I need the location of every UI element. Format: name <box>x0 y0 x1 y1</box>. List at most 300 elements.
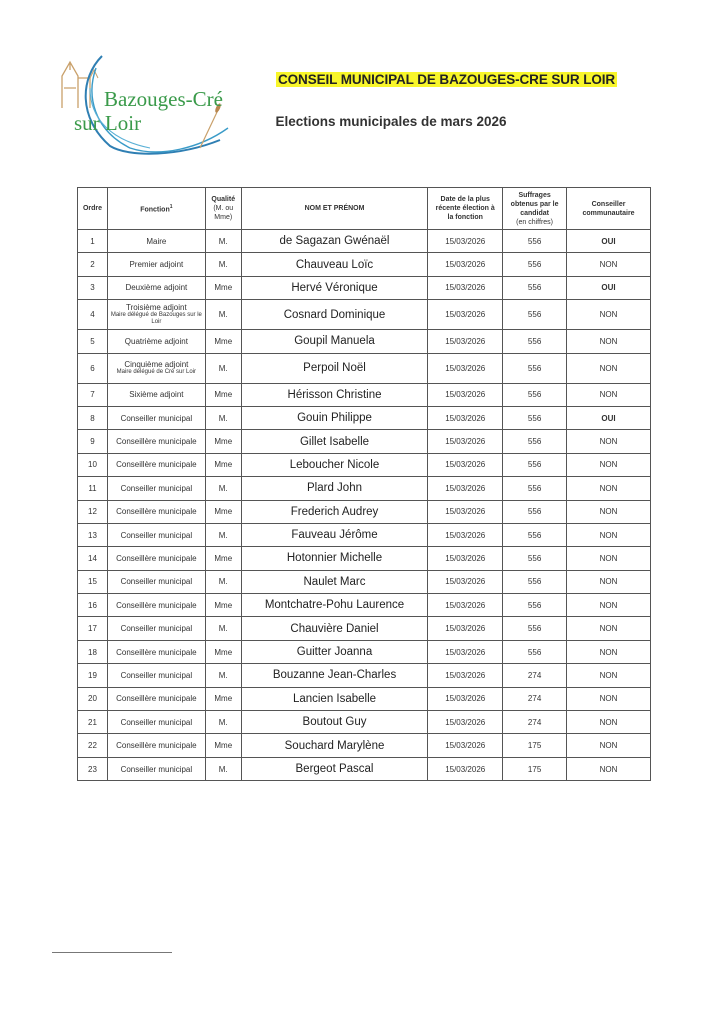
cell-ordre-text: 14 <box>88 553 97 563</box>
cell-suffrages <box>503 547 567 570</box>
col-header-conseiller <box>567 188 651 230</box>
cell-date <box>428 300 503 330</box>
cell-communautaire <box>567 594 651 617</box>
cell-fonction <box>107 300 205 330</box>
cell-fonction-text: Conseillère municipale <box>116 741 197 751</box>
cell-qualite-text: M. <box>218 530 228 540</box>
cell-fonction <box>107 523 205 546</box>
cell-fonction <box>107 711 205 734</box>
cell-fonction <box>107 500 205 523</box>
cell-fonction-text: Conseiller municipal <box>120 717 193 727</box>
cell-qualite-text: M. <box>218 717 228 727</box>
cell-nom-text: Fauveau Jérôme <box>291 529 378 542</box>
cell-communautaire <box>567 711 651 734</box>
col-header-date-line2: récente élection à <box>435 205 495 212</box>
cell-nom <box>241 276 428 299</box>
table-row <box>78 453 651 476</box>
cell-communautaire-text: NON <box>599 390 618 400</box>
cell-nom <box>241 330 428 353</box>
table-row <box>78 617 651 640</box>
cell-ordre-text: 12 <box>88 507 97 517</box>
table-row <box>78 330 651 353</box>
cell-date <box>428 640 503 663</box>
cell-nom <box>241 734 428 757</box>
cell-suffrages <box>503 523 567 546</box>
table-row <box>78 230 651 253</box>
cell-nom-text: Guitter Joanna <box>296 646 373 659</box>
cell-nom <box>241 711 428 734</box>
cell-communautaire-text: NON <box>599 694 618 704</box>
cell-communautaire-text: NON <box>599 741 618 751</box>
cell-qualite-text: M. <box>218 363 228 373</box>
cell-nom-text: de Sagazan Gwénaël <box>279 235 390 248</box>
cell-date-text: 15/03/2026 <box>445 363 486 373</box>
cell-fonction <box>107 757 205 780</box>
cell-date-text: 15/03/2026 <box>445 577 486 587</box>
table-row <box>78 430 651 453</box>
cell-communautaire <box>567 276 651 299</box>
col-header-suffrages-line1: Suffrages <box>518 191 551 199</box>
cell-communautaire-text: NON <box>599 717 618 727</box>
cell-communautaire-text: NON <box>599 647 618 657</box>
cell-communautaire <box>567 300 651 330</box>
cell-suffrages <box>503 640 567 663</box>
cell-fonction <box>107 664 205 687</box>
cell-suffrages-text: 556 <box>527 483 542 493</box>
col-header-suffrages <box>503 188 567 230</box>
cell-ordre <box>78 640 108 663</box>
cell-nom-text: Perpoil Noël <box>303 362 366 375</box>
cell-ordre-text: 20 <box>88 694 97 704</box>
cell-qualite <box>205 617 241 640</box>
town-logo-icon <box>50 48 250 158</box>
cell-date-text: 15/03/2026 <box>445 283 486 293</box>
cell-date-text: 15/03/2026 <box>445 741 486 751</box>
table-row <box>78 664 651 687</box>
table-row <box>78 570 651 593</box>
cell-communautaire-text: OUI <box>601 413 616 423</box>
cell-suffrages <box>503 594 567 617</box>
cell-nom <box>241 640 428 663</box>
cell-date <box>428 430 503 453</box>
cell-date <box>428 330 503 353</box>
cell-suffrages <box>503 757 567 780</box>
cell-suffrages-text: 556 <box>527 460 542 470</box>
cell-date-text: 15/03/2026 <box>445 236 486 246</box>
cell-qualite <box>205 453 241 476</box>
col-header-nom <box>241 188 428 230</box>
cell-suffrages-text: 175 <box>527 741 542 751</box>
cell-qualite <box>205 711 241 734</box>
cell-ordre-text: 16 <box>88 600 97 610</box>
cell-ordre-text: 15 <box>88 577 97 587</box>
footnote-separator <box>52 952 172 953</box>
cell-suffrages <box>503 570 567 593</box>
cell-qualite-text: Mme <box>214 741 233 751</box>
cell-qualite <box>205 253 241 276</box>
cell-ordre <box>78 547 108 570</box>
cell-communautaire-text: NON <box>599 460 618 470</box>
cell-communautaire-text: NON <box>599 577 618 587</box>
cell-qualite <box>205 734 241 757</box>
cell-date <box>428 383 503 406</box>
cell-nom-text: Gouin Philippe <box>297 412 372 425</box>
cell-date <box>428 453 503 476</box>
cell-communautaire-text: OUI <box>601 283 616 293</box>
col-header-date-line3: la fonction <box>447 214 483 221</box>
cell-communautaire-text: NON <box>599 507 618 517</box>
cell-qualite-text: M. <box>218 624 228 634</box>
cell-qualite-text: M. <box>218 413 228 423</box>
cell-date-text: 15/03/2026 <box>445 390 486 400</box>
cell-communautaire-text: OUI <box>601 236 616 246</box>
cell-fonction-text: Conseillère municipale <box>116 600 197 610</box>
cell-suffrages-text: 274 <box>527 694 542 704</box>
cell-communautaire <box>567 383 651 406</box>
cell-suffrages-text: 556 <box>527 363 542 373</box>
cell-qualite <box>205 300 241 330</box>
cell-suffrages <box>503 734 567 757</box>
cell-ordre <box>78 453 108 476</box>
table-row <box>78 353 651 383</box>
cell-qualite <box>205 276 241 299</box>
table-row <box>78 253 651 276</box>
cell-communautaire <box>567 523 651 546</box>
cell-nom <box>241 523 428 546</box>
cell-date <box>428 230 503 253</box>
table-header-row <box>78 188 651 230</box>
cell-date <box>428 757 503 780</box>
cell-communautaire <box>567 453 651 476</box>
cell-suffrages <box>503 687 567 710</box>
cell-ordre <box>78 330 108 353</box>
cell-suffrages <box>503 330 567 353</box>
cell-suffrages-text: 556 <box>527 310 542 320</box>
cell-communautaire <box>567 406 651 429</box>
cell-suffrages <box>503 617 567 640</box>
col-header-qualite <box>205 188 241 230</box>
cell-ordre-text: 10 <box>88 460 97 470</box>
cell-fonction <box>107 453 205 476</box>
cell-qualite <box>205 570 241 593</box>
table-row <box>78 383 651 406</box>
cell-suffrages-text: 556 <box>527 507 542 517</box>
cell-qualite-text: M. <box>218 260 228 270</box>
cell-suffrages-text: 556 <box>527 577 542 587</box>
cell-date <box>428 406 503 429</box>
cell-qualite-text: M. <box>218 236 228 246</box>
cell-communautaire <box>567 734 651 757</box>
cell-suffrages <box>503 500 567 523</box>
cell-communautaire <box>567 640 651 663</box>
cell-suffrages-text: 556 <box>527 600 542 610</box>
cell-nom-text: Bergeot Pascal <box>295 763 374 775</box>
cell-qualite <box>205 230 241 253</box>
cell-suffrages-text: 556 <box>527 647 542 657</box>
cell-date-text: 15/03/2026 <box>445 530 486 540</box>
cell-fonction-text: Sixième adjoint <box>129 390 184 400</box>
cell-fonction <box>107 734 205 757</box>
table-row <box>78 640 651 663</box>
cell-date <box>428 711 503 734</box>
cell-date-text: 15/03/2026 <box>445 483 486 493</box>
cell-communautaire-text: NON <box>599 483 618 493</box>
cell-qualite <box>205 500 241 523</box>
cell-fonction <box>107 570 205 593</box>
cell-nom-text: Cosnard Dominique <box>283 308 386 321</box>
table-row <box>78 406 651 429</box>
table-row <box>78 500 651 523</box>
cell-ordre <box>78 617 108 640</box>
cell-fonction-text: Conseillère municipale <box>116 647 197 657</box>
cell-communautaire <box>567 430 651 453</box>
cell-ordre-text: 11 <box>88 483 97 493</box>
cell-qualite-text: Mme <box>214 460 233 470</box>
table-row <box>78 711 651 734</box>
cell-suffrages <box>503 276 567 299</box>
cell-qualite <box>205 687 241 710</box>
town-logo <box>50 48 250 158</box>
cell-communautaire <box>567 547 651 570</box>
cell-qualite <box>205 477 241 500</box>
cell-fonction-text: Conseillère municipale <box>116 553 197 563</box>
cell-suffrages-text: 556 <box>527 260 542 270</box>
cell-ordre <box>78 276 108 299</box>
cell-nom <box>241 594 428 617</box>
cell-fonction-text: Conseiller municipal <box>120 624 193 634</box>
cell-nom <box>241 757 428 780</box>
col-header-date <box>428 188 503 230</box>
col-header-suffrages-line2: obtenus par le <box>510 200 559 208</box>
cell-ordre-text: 3 <box>90 283 95 293</box>
cell-qualite <box>205 664 241 687</box>
cell-nom <box>241 547 428 570</box>
table-row <box>78 300 651 330</box>
col-header-qualite-line2: (M. ou <box>213 205 234 212</box>
cell-date-text: 15/03/2026 <box>445 507 486 517</box>
cell-date <box>428 500 503 523</box>
table-row <box>78 477 651 500</box>
cell-qualite-text: Mme <box>214 647 233 657</box>
cell-suffrages-text: 274 <box>527 717 542 727</box>
cell-suffrages <box>503 453 567 476</box>
cell-communautaire <box>567 757 651 780</box>
cell-fonction-text: Conseiller municipal <box>120 670 193 680</box>
cell-nom-text: Hotonnier Michelle <box>286 552 383 565</box>
cell-qualite-text: M. <box>218 764 228 774</box>
cell-ordre-text: 18 <box>88 647 97 657</box>
cell-suffrages-text: 556 <box>527 624 542 634</box>
cell-qualite-text: Mme <box>214 437 233 447</box>
cell-ordre-text: 4 <box>90 310 95 320</box>
cell-suffrages <box>503 383 567 406</box>
cell-date <box>428 617 503 640</box>
cell-qualite-text: Mme <box>214 507 233 517</box>
cell-communautaire-text: NON <box>599 764 618 774</box>
cell-ordre <box>78 594 108 617</box>
cell-nom-text: Frederich Audrey <box>290 505 379 518</box>
cell-fonction <box>107 230 205 253</box>
cell-fonction-text: Conseiller municipal <box>120 577 193 587</box>
cell-ordre <box>78 253 108 276</box>
cell-ordre <box>78 500 108 523</box>
cell-nom-text: Leboucher Nicole <box>289 458 380 471</box>
cell-ordre <box>78 383 108 406</box>
col-header-conseiller-line1: Conseiller <box>591 200 626 208</box>
cell-date <box>428 547 503 570</box>
cell-nom-text: Plard John <box>307 482 362 495</box>
cell-suffrages <box>503 253 567 276</box>
cell-qualite <box>205 757 241 780</box>
cell-ordre <box>78 664 108 687</box>
cell-communautaire-text: NON <box>599 530 618 540</box>
cell-qualite <box>205 330 241 353</box>
cell-date <box>428 664 503 687</box>
cell-fonction <box>107 477 205 500</box>
cell-suffrages-text: 556 <box>527 390 542 400</box>
table-row <box>78 276 651 299</box>
cell-suffrages <box>503 353 567 383</box>
cell-communautaire <box>567 664 651 687</box>
cell-communautaire <box>567 353 651 383</box>
cell-qualite <box>205 640 241 663</box>
cell-nom-text: Chauvière Daniel <box>290 622 379 635</box>
cell-ordre-text: 2 <box>90 260 95 270</box>
cell-nom <box>241 300 428 330</box>
cell-ordre <box>78 711 108 734</box>
cell-nom <box>241 230 428 253</box>
table-row <box>78 757 651 780</box>
cell-qualite-text: Mme <box>214 553 233 563</box>
cell-communautaire-text: NON <box>599 600 618 610</box>
cell-qualite-text: M. <box>218 483 228 493</box>
council-table <box>77 187 651 781</box>
cell-ordre-text: 13 <box>88 530 97 540</box>
cell-fonction-text: Maire <box>146 236 167 246</box>
cell-communautaire-text: NON <box>599 310 618 320</box>
cell-fonction-text: Conseiller municipal <box>120 413 193 423</box>
cell-nom <box>241 453 428 476</box>
cell-nom-text: Bouzanne Jean-Charles <box>272 669 397 682</box>
cell-fonction-text: Conseiller municipal <box>120 764 193 774</box>
cell-date-text: 15/03/2026 <box>445 764 486 774</box>
cell-fonction-text: Quatrième adjoint <box>124 336 188 346</box>
cell-ordre-text: 23 <box>88 764 97 774</box>
cell-date-text: 15/03/2026 <box>445 310 486 320</box>
cell-ordre <box>78 300 108 330</box>
cell-qualite-text: Mme <box>214 390 233 400</box>
cell-ordre-text: 5 <box>90 336 95 346</box>
cell-qualite <box>205 547 241 570</box>
col-header-suffrages-line3: candidat <box>520 209 549 217</box>
cell-ordre <box>78 757 108 780</box>
cell-fonction-note: Maire délégué de Cré sur Loir <box>116 368 197 375</box>
cell-fonction-text: Conseillère municipale <box>116 507 197 517</box>
cell-date-text: 15/03/2026 <box>445 437 486 447</box>
cell-qualite-text: Mme <box>214 600 233 610</box>
cell-fonction <box>107 406 205 429</box>
col-header-fonction <box>107 188 205 230</box>
cell-fonction-text: Conseillère municipale <box>116 460 197 470</box>
cell-fonction-text: Conseillère municipale <box>116 437 197 447</box>
cell-fonction-text: Conseiller municipal <box>120 530 193 540</box>
cell-ordre-text: 17 <box>88 624 97 634</box>
cell-fonction <box>107 617 205 640</box>
cell-ordre-text: 22 <box>88 741 97 751</box>
cell-communautaire-text: NON <box>599 670 618 680</box>
cell-communautaire-text: NON <box>599 624 618 634</box>
cell-nom <box>241 383 428 406</box>
cell-ordre <box>78 230 108 253</box>
cell-nom <box>241 617 428 640</box>
cell-fonction-note: Maire délégué de Bazouges sur le Loir <box>110 311 202 325</box>
cell-qualite-text: M. <box>218 577 228 587</box>
cell-date <box>428 523 503 546</box>
cell-ordre-text: 9 <box>90 437 95 447</box>
cell-suffrages <box>503 664 567 687</box>
cell-communautaire <box>567 570 651 593</box>
cell-qualite-text: Mme <box>214 694 233 704</box>
cell-date-text: 15/03/2026 <box>445 717 486 727</box>
cell-qualite <box>205 383 241 406</box>
cell-fonction <box>107 594 205 617</box>
cell-date <box>428 276 503 299</box>
cell-ordre <box>78 734 108 757</box>
logo-line-1: Bazouges-Cré <box>104 87 223 111</box>
cell-date <box>428 594 503 617</box>
cell-nom <box>241 664 428 687</box>
cell-nom <box>241 353 428 383</box>
page-title: CONSEIL MUNICIPAL DE BAZOUGES-CRE SUR LOIR <box>278 72 616 87</box>
cell-ordre-text: 8 <box>90 413 95 423</box>
cell-nom-text: Gillet Isabelle <box>299 435 370 448</box>
cell-suffrages-text: 556 <box>527 530 542 540</box>
cell-communautaire <box>567 477 651 500</box>
cell-date <box>428 734 503 757</box>
cell-nom <box>241 477 428 500</box>
cell-qualite-text: Mme <box>214 283 233 293</box>
cell-qualite-text: M. <box>218 670 228 680</box>
cell-ordre <box>78 523 108 546</box>
cell-ordre <box>78 570 108 593</box>
cell-suffrages <box>503 300 567 330</box>
cell-nom-text: Hérisson Christine <box>287 388 382 401</box>
col-header-qualite-line3: Mme) <box>214 214 233 221</box>
cell-communautaire <box>567 687 651 710</box>
cell-suffrages <box>503 477 567 500</box>
cell-qualite-text: Mme <box>214 336 233 346</box>
cell-nom-text: Montchatre-Pohu Laurence <box>264 599 405 612</box>
cell-communautaire <box>567 230 651 253</box>
col-header-qualite-line1: Qualité <box>211 196 236 203</box>
table-row <box>78 547 651 570</box>
cell-ordre <box>78 430 108 453</box>
cell-suffrages <box>503 406 567 429</box>
cell-communautaire-text: NON <box>599 336 618 346</box>
cell-nom-text: Hervé Véronique <box>291 281 378 294</box>
cell-ordre <box>78 687 108 710</box>
table-row <box>78 594 651 617</box>
cell-fonction <box>107 687 205 710</box>
logo-line-2: sur Loir <box>74 111 142 135</box>
cell-fonction <box>107 330 205 353</box>
cell-nom <box>241 253 428 276</box>
cell-date-text: 15/03/2026 <box>445 647 486 657</box>
cell-nom-text: Naulet Marc <box>303 575 366 588</box>
cell-ordre-text: 6 <box>90 363 95 373</box>
cell-fonction <box>107 253 205 276</box>
cell-communautaire <box>567 617 651 640</box>
